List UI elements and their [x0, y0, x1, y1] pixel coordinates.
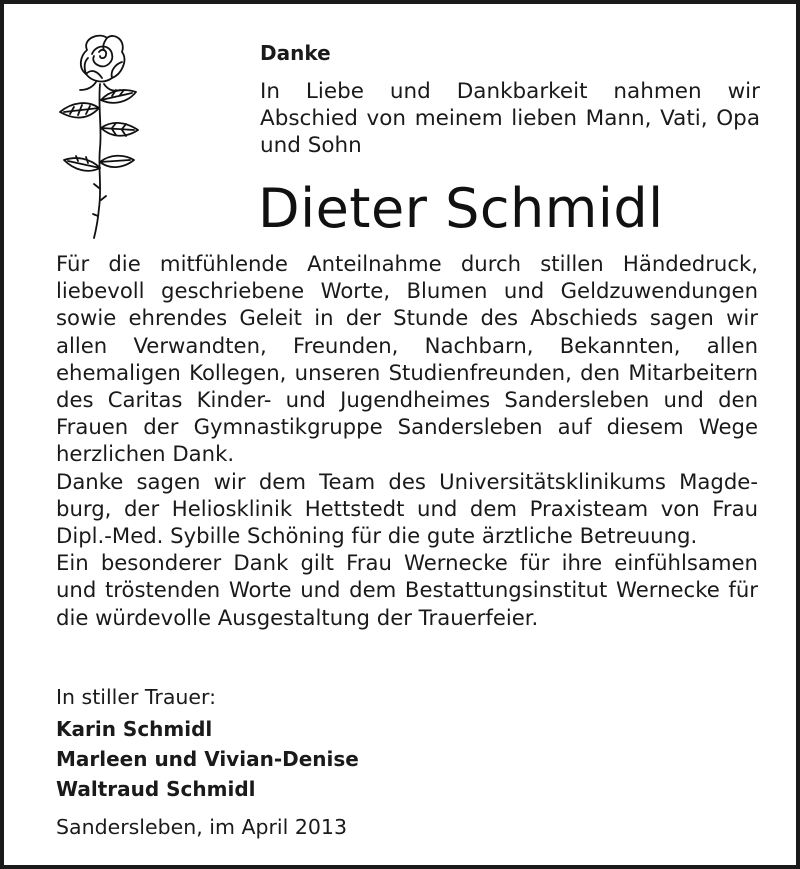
heading: Danke — [260, 41, 331, 65]
closing-intro: In stiller Trauer: — [56, 685, 216, 709]
paragraph-thanks: Für die mitfühlende Anteilnahme durch stillen Händedruck, liebevoll geschriebene Worte, Blumen und Geldzuwendungen sowie ehrendes Geleit in der Stunde des Abschieds sagen wir allen Verwandten, Freunden, Nachbarn, Bekannten, allen ehemaligen Kollegen, unseren Studienfreunden, den Mitarbeitern des Caritas Kinder- und Jugendheimes Sandersleben und den Frauen der Gymnastikgruppe Sandersleben auf diesem Wege herzlichen Dank. — [56, 251, 758, 467]
paragraph-medical-thanks: Danke sagen wir dem Team des Universitätsklinikums Magdeburg, der Heliosklinik Hettstedt und dem Praxisteam von Frau Dipl.-Med. Sybille Schöning für die gute ärztliche Betreuung. — [56, 468, 758, 549]
signer-name: Marleen und Vivian-Denise — [56, 747, 359, 771]
closing-block — [56, 684, 359, 840]
paragraph-special-thanks: Ein besonderer Dank gilt Frau Wernecke für ihre einfühlsamen und tröstenden Worte und dem Bestattungsinstitut Wernecke für die würdevolle Ausgestaltung der Trauerfeier. — [56, 550, 758, 630]
intro-block — [260, 38, 760, 159]
deceased-name: Dieter Schmidl — [258, 177, 664, 240]
rose-icon — [52, 28, 152, 243]
signer-name: Waltraud Schmidl — [56, 777, 256, 801]
body-text — [56, 250, 758, 631]
signer-name: Karin Schmidl — [56, 717, 213, 741]
intro-text: In Liebe und Dankbarkeit nahmen wir Abschied von meinem lieben Mann, Vati, Opa und Sohn — [260, 79, 760, 158]
place-date: Sandersleben, im April 2013 — [56, 815, 347, 839]
